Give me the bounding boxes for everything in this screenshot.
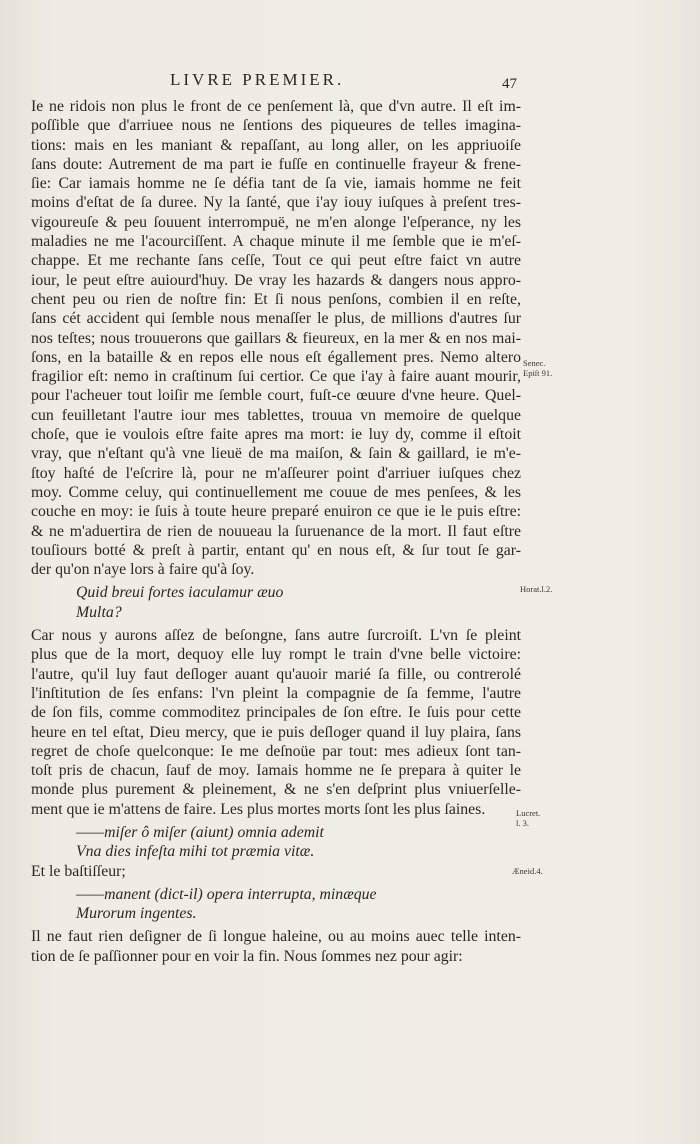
margin-note-seneca-line-2: Epiſt 91. — [523, 368, 553, 378]
margin-note-seneca-line-1: Senec. — [523, 358, 546, 368]
margin-note-horace: Horat.l.2. — [520, 584, 553, 594]
text-line: vray, que n'eſtant qu'à vne lieuë de ma maiſon, & ſain & gaillard, ie m'e- — [31, 445, 521, 463]
text-line: toſt pris de chacun, ſauf de moy. Iamais homme ne ſe prepara à quiter le — [31, 762, 521, 780]
paragraph-2 — [31, 626, 521, 819]
body-text — [31, 97, 521, 966]
text-line: choſe, que ie voulois eſtre faite apres ma mort: ie luy dy, comme il eſtoit — [31, 426, 521, 444]
text-line: nos teſtes; nous trouuerons que gaillars & fieureux, en la mer & en nos mai- — [31, 329, 521, 347]
text-line: & ne m'aduertira de rien de nouueau la ſuruenance de la mort. Il faut eſtre — [31, 522, 521, 540]
text-line: l'autre, qu'il luy faut deſloger auant qu'auoir marié ſa fille, ou contrerolé — [31, 665, 521, 683]
quote-horace-line-1: Quid breui fortes iaculamur æuo — [76, 584, 284, 602]
text-line: ſans doute: Autrement de ma part ie fuſſe en continuelle frayeur & frene- — [31, 155, 521, 173]
text-line: tions: mais en les maniant & repaſſant, au long aller, on les appriuoiſe — [31, 136, 521, 154]
text-line: cun feuilletant l'autre iour mes tablettes, trouua vn memoire de quelque — [31, 406, 521, 424]
text-line: chent peu ou rien de noſtre fin: Et ſi nous penſons, combien il en reſte, — [31, 290, 521, 308]
text-line: heure en tel eſtat, Dieu mercy, que ie puis deſloger quand il luy plaira, ſans — [31, 723, 521, 741]
text-line: ſie: Car iamais homme ne ſe défia tant de ſa vie, iamais homme ne feit — [31, 175, 521, 193]
margin-note-lucretius — [516, 808, 540, 828]
text-line: regret de choſe quelconque: Ie me deſnoüe par tout: mes adieux ſont tan- — [31, 742, 521, 760]
text-line: pour l'acheuer tout loiſir me ſemble court, fuſt-ce œuure d'vne heure. Quel- — [31, 387, 521, 405]
text-line: chappe. Et me rechante ſans ceſſe, Tout ce qui peut eſtre faict vn autre — [31, 252, 521, 270]
text-line: l'inſtitution de ſes enfans: l'vn pleint la compagnie de ſa femme, l'autre — [31, 684, 521, 702]
batisseur-line: Et le baſtiſſeur; — [31, 862, 126, 880]
text-line: ſans cét accident qui ſemble nous menaſſer le plus, de millions d'autres ſur — [31, 310, 521, 328]
running-title: LIVRE PREMIER. — [170, 70, 345, 89]
quote-aeneid-line-1: ——manent (dict-il) opera interrupta, minæque — [76, 885, 377, 903]
text-line: maladies ne me l'acourciſſent. A chaque minute il me ſemble que ie m'eſ- — [31, 233, 521, 251]
margin-note-aeneid: Æneid.4. — [512, 866, 543, 876]
text-line: plus que de la mort, dequoy elle luy rompt le train d'vne belle victoire: — [31, 646, 521, 664]
quote-aeneid-line-2: Murorum ingentes. — [76, 905, 197, 923]
text-line: Ie ne ridois non plus le front de ce penſement là, que d'vn autre. Il eſt im- — [31, 98, 521, 115]
margin-note-seneca — [523, 358, 552, 378]
text-line: fragilior eſt: nemo in craſtinum ſui certior. Ce que i'ay à faire auant mourir, — [31, 368, 521, 386]
margin-note-lucretius-line-2: l. 3. — [516, 818, 529, 828]
quote-lucretius-line-2: Vna dies infeſta mihi tot præmia vitæ. — [76, 843, 315, 861]
text-line: ment que ie m'attens de faire. Les plus mortes morts ſont les plus ſaines. — [31, 800, 486, 818]
text-line: de ſon fils, comme commoditez principales de ſon eſtre. Ie ſuis pour cette — [31, 704, 521, 722]
page-number: 47 — [502, 76, 517, 92]
quote-horace-line-2: Multa? — [76, 603, 122, 621]
text-line: poſſible que d'arriuee nous ne ſentions des piqueures de telles imagina- — [31, 117, 521, 135]
text-line: moy. Comme celuy, qui continuellement me couue de mes penſees, & les — [31, 483, 521, 501]
text-line: der qu'on n'aye lors à faire qu'à ſoy. — [31, 561, 255, 579]
text-line: tion de ſe paſſionner pour en voir la fin. Nous ſommes nez pour agir: — [31, 947, 463, 965]
text-line: Il ne faut rien deſigner de ſi longue haleine, ou au moins auec telle inten- — [31, 928, 521, 946]
text-line: ſons, en la bataille & en repos elle nous eſt égallement pres. Nemo altero — [31, 348, 521, 366]
paragraph-3 — [31, 927, 521, 966]
text-line: monde plus purement & pleinement, & ne s'en deſprint plus vniuerſelle- — [31, 781, 521, 799]
text-line: ſtoy haſté de l'eſcrire là, pour ne m'aſſeurer point d'arriuer iuſques chez — [31, 464, 521, 482]
text-line: vigoureuſe & peu ſouuent interrompuë, ne m'en alonge l'eſperance, ny les — [31, 213, 521, 231]
margin-note-lucretius-line-1: Lucret. — [516, 808, 541, 818]
quote-lucretius-line-1: ——miſer ô miſer (aiunt) omnia ademit — [76, 823, 324, 841]
text-line: couche en moy: ie ſuis à toute heure preparé enuiron ce que ie le puis eſtre: — [31, 503, 521, 521]
paragraph-1 — [31, 97, 521, 579]
text-line: iour, le peut eſtre auiourd'huy. De vray les hazards & dangers nous appro- — [31, 271, 521, 289]
text-line: moins d'eſtat de ſa duree. Ny la ſanté, que i'ay iouy iuſques à preſent tres- — [31, 194, 521, 212]
text-line: touſiours botté & preſt à partir, entant qu' en nous eſt, & ſur tout ſe gar- — [31, 541, 521, 559]
text-line: Car nous y aurons aſſez de beſongne, ſans autre ſurcroiſt. L'vn ſe pleint — [31, 627, 521, 645]
